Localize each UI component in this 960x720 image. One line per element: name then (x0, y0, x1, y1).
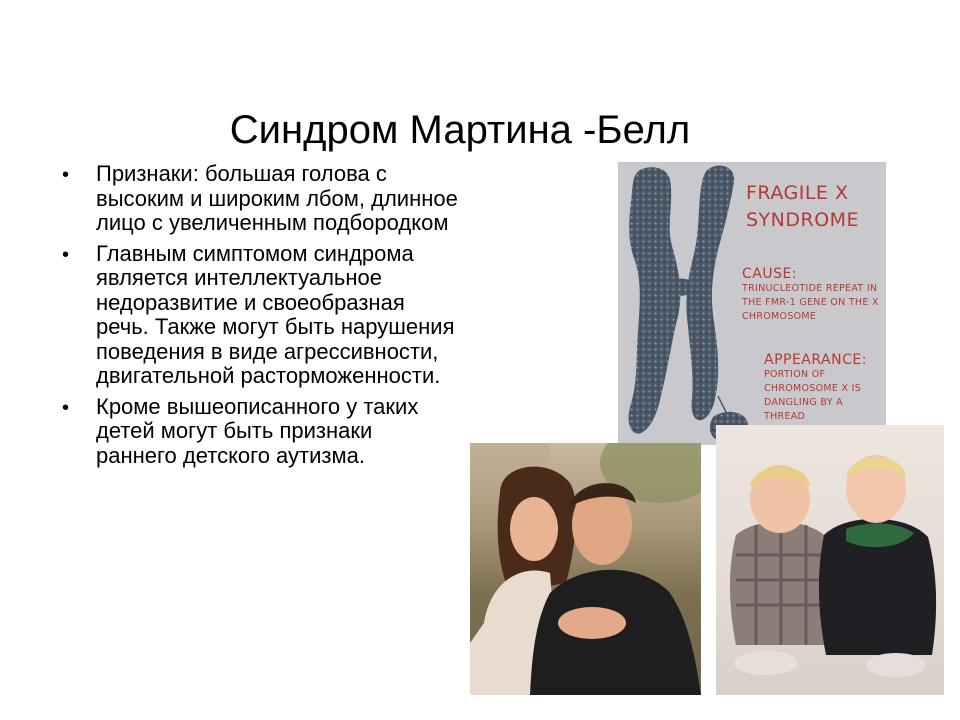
chromatid-right (686, 166, 734, 421)
cause-label: CAUSE: (742, 266, 798, 282)
heading-line: SYNDROME (746, 209, 860, 231)
bullet-marker: • (62, 164, 70, 186)
bullet-item (58, 162, 458, 236)
bullet-marker: • (62, 396, 70, 419)
heading-line: FRAGILE X (746, 182, 849, 204)
chromatid-left (629, 167, 681, 434)
bullet-text: Признаки: большая голова с высоким и широким лбом, длинное лицо с увеличенным подбородком (96, 161, 458, 235)
bullet-item (58, 395, 458, 469)
appearance-label: APPEARANCE: (764, 352, 867, 368)
bullet-marker: • (62, 243, 70, 266)
kids-illustration (716, 425, 944, 695)
kids-photo (716, 425, 944, 695)
bullet-text: Кроме вышеописанного у таких детей могут быть признаки раннего детского аутизма. (96, 393, 419, 468)
appearance-text: PORTION OF CHROMOSOME X IS DANGLING BY A THREAD (764, 369, 862, 422)
cause-text: TRINUCLEOTIDE REPEAT IN THE FMR-1 GENE ON THE X CHROMOSOME (742, 283, 879, 322)
bullet-list (58, 162, 458, 474)
couple-photo (470, 443, 701, 695)
slide-title: Синдром Мартина -Белл (229, 108, 691, 152)
couple-illustration (470, 443, 701, 695)
fragile-x-card (618, 162, 886, 445)
bullet-item (58, 242, 458, 389)
fragile-x-heading (746, 180, 886, 234)
bullet-text: Главным симптомом синдрома является интеллектуальное недоразвитие и своеобразная речь. Также могут быть нарушения поведения в виде агрессивности, двигательной расторможенности. (96, 240, 455, 388)
